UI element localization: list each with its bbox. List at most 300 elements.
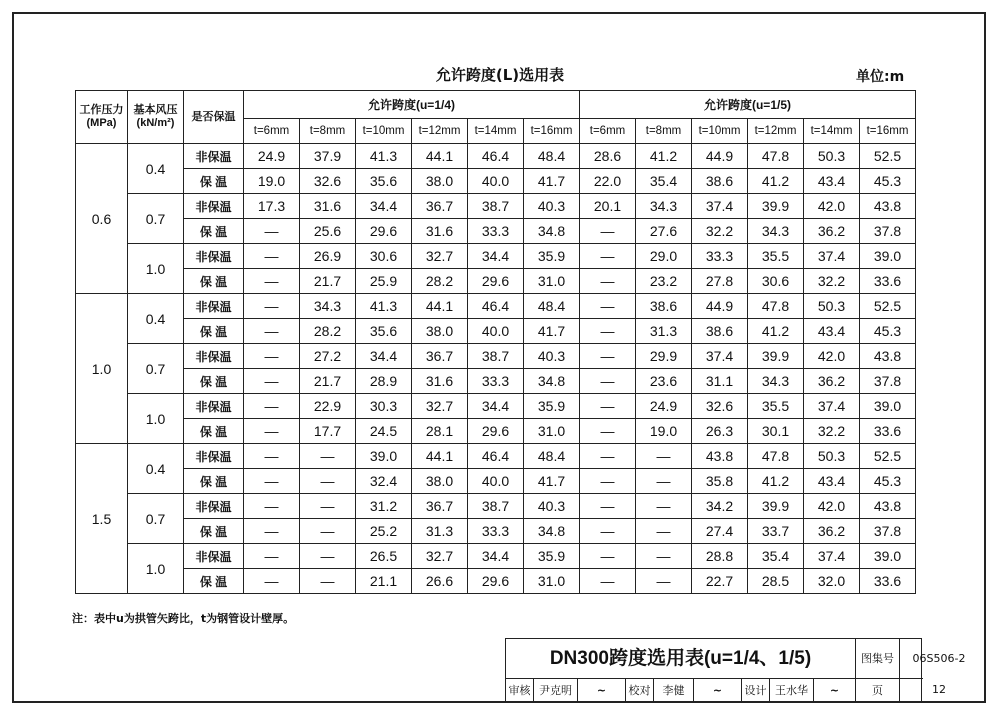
span-value-cell: 34.4 bbox=[356, 194, 412, 219]
page-number: 12 bbox=[932, 683, 946, 696]
span-value-cell: — bbox=[580, 244, 636, 269]
span-value-cell: 41.2 bbox=[748, 169, 804, 194]
span-value-cell: — bbox=[636, 494, 692, 519]
span-value-cell: 41.3 bbox=[356, 144, 412, 169]
insulation-cell: 保 温 bbox=[184, 369, 244, 394]
span-value-cell: 32.2 bbox=[804, 419, 860, 444]
header-thickness: t=10mm bbox=[356, 119, 412, 144]
span-value-cell: 50.3 bbox=[804, 144, 860, 169]
span-value-cell: 37.9 bbox=[300, 144, 356, 169]
span-value-cell: 37.4 bbox=[804, 394, 860, 419]
span-value-cell: 35.6 bbox=[356, 319, 412, 344]
span-value-cell: 28.5 bbox=[748, 569, 804, 594]
span-value-cell: 32.7 bbox=[412, 544, 468, 569]
span-value-cell: 36.2 bbox=[804, 369, 860, 394]
span-value-cell: 44.1 bbox=[412, 144, 468, 169]
span-value-cell: 27.2 bbox=[300, 344, 356, 369]
header-thickness: t=14mm bbox=[468, 119, 524, 144]
span-value-cell: 34.3 bbox=[748, 369, 804, 394]
unit-label: 单位:m bbox=[856, 69, 905, 85]
checker-signature: ~ bbox=[694, 679, 742, 703]
span-value-cell: 33.6 bbox=[860, 569, 916, 594]
span-value-cell: — bbox=[244, 569, 300, 594]
span-value-cell: 31.6 bbox=[412, 369, 468, 394]
table-row bbox=[76, 244, 916, 269]
span-value-cell: 44.9 bbox=[692, 144, 748, 169]
header-thickness: t=14mm bbox=[804, 119, 860, 144]
insulation-cell: 保 温 bbox=[184, 419, 244, 444]
span-value-cell: 39.0 bbox=[860, 394, 916, 419]
design-label: 设计 bbox=[742, 679, 770, 703]
span-value-cell: 32.4 bbox=[356, 469, 412, 494]
span-value-cell: 35.9 bbox=[524, 244, 580, 269]
span-value-cell: 35.4 bbox=[636, 169, 692, 194]
span-value-cell: — bbox=[580, 444, 636, 469]
table-row bbox=[76, 169, 916, 194]
span-value-cell: 48.4 bbox=[524, 444, 580, 469]
table-row bbox=[76, 544, 916, 569]
span-value-cell: 42.0 bbox=[804, 194, 860, 219]
span-value-cell: 34.3 bbox=[748, 219, 804, 244]
span-value-cell: 26.3 bbox=[692, 419, 748, 444]
span-value-cell: — bbox=[244, 544, 300, 569]
span-value-cell: 28.6 bbox=[580, 144, 636, 169]
insulation-cell: 非保温 bbox=[184, 444, 244, 469]
span-value-cell: 33.7 bbox=[748, 519, 804, 544]
span-value-cell: 31.0 bbox=[524, 419, 580, 444]
span-value-cell: — bbox=[580, 369, 636, 394]
span-value-cell: 31.0 bbox=[524, 569, 580, 594]
span-value-cell: 25.2 bbox=[356, 519, 412, 544]
span-value-cell: 50.3 bbox=[804, 444, 860, 469]
span-value-cell: 38.7 bbox=[468, 194, 524, 219]
span-value-cell: 34.8 bbox=[524, 369, 580, 394]
span-value-cell: 31.3 bbox=[636, 319, 692, 344]
span-value-cell: 43.8 bbox=[860, 194, 916, 219]
insulation-cell: 非保温 bbox=[184, 544, 244, 569]
wind-cell: 0.4 bbox=[128, 444, 184, 494]
span-value-cell: 24.5 bbox=[356, 419, 412, 444]
span-value-cell: 17.7 bbox=[300, 419, 356, 444]
atlas-number: 06S506-2 bbox=[912, 652, 966, 665]
wind-cell: 0.4 bbox=[128, 294, 184, 344]
span-value-cell: — bbox=[300, 469, 356, 494]
span-value-cell: 45.3 bbox=[860, 169, 916, 194]
span-value-cell: 41.3 bbox=[356, 294, 412, 319]
insulation-cell: 保 温 bbox=[184, 169, 244, 194]
span-value-cell: — bbox=[580, 519, 636, 544]
page-label: 页 bbox=[856, 679, 900, 703]
span-value-cell: 27.8 bbox=[692, 269, 748, 294]
review-label: 审核 bbox=[506, 679, 534, 703]
pressure-cell: 0.6 bbox=[76, 144, 128, 294]
span-value-cell: 32.6 bbox=[300, 169, 356, 194]
header-thickness: t=12mm bbox=[748, 119, 804, 144]
span-value-cell: 44.1 bbox=[412, 294, 468, 319]
span-value-cell: — bbox=[580, 569, 636, 594]
span-value-cell: 35.9 bbox=[524, 394, 580, 419]
reviewer-signature: ~ bbox=[578, 679, 626, 703]
span-value-cell: 37.4 bbox=[804, 244, 860, 269]
span-value-cell: 43.8 bbox=[860, 494, 916, 519]
pressure-cell: 1.5 bbox=[76, 444, 128, 594]
span-value-cell: 46.4 bbox=[468, 444, 524, 469]
span-value-cell: 44.9 bbox=[692, 294, 748, 319]
span-value-cell: 38.7 bbox=[468, 494, 524, 519]
table-row bbox=[76, 494, 916, 519]
span-value-cell: 34.8 bbox=[524, 219, 580, 244]
span-value-cell: 34.8 bbox=[524, 519, 580, 544]
span-value-cell: 45.3 bbox=[860, 319, 916, 344]
span-value-cell: 43.8 bbox=[860, 344, 916, 369]
span-value-cell: 24.9 bbox=[244, 144, 300, 169]
span-value-cell: 43.8 bbox=[692, 444, 748, 469]
header-thickness: t=10mm bbox=[692, 119, 748, 144]
span-value-cell: 35.5 bbox=[748, 244, 804, 269]
span-value-cell: 33.3 bbox=[692, 244, 748, 269]
span-value-cell: 38.6 bbox=[636, 294, 692, 319]
span-value-cell: 44.1 bbox=[412, 444, 468, 469]
span-value-cell: 36.7 bbox=[412, 344, 468, 369]
insulation-cell: 保 温 bbox=[184, 469, 244, 494]
table-row bbox=[76, 269, 916, 294]
span-value-cell: — bbox=[244, 294, 300, 319]
span-value-cell: — bbox=[580, 294, 636, 319]
span-value-cell: — bbox=[636, 544, 692, 569]
header-insulation: 是否保温 bbox=[184, 91, 244, 144]
span-value-cell: 41.7 bbox=[524, 469, 580, 494]
span-value-cell: 23.2 bbox=[636, 269, 692, 294]
span-value-cell: 52.5 bbox=[860, 144, 916, 169]
span-value-cell: — bbox=[300, 444, 356, 469]
span-value-cell: 32.7 bbox=[412, 244, 468, 269]
span-value-cell: 33.6 bbox=[860, 419, 916, 444]
span-value-cell: 22.9 bbox=[300, 394, 356, 419]
span-value-cell: 43.4 bbox=[804, 319, 860, 344]
span-value-cell: 37.4 bbox=[692, 194, 748, 219]
span-value-cell: — bbox=[636, 469, 692, 494]
span-value-cell: — bbox=[580, 319, 636, 344]
span-value-cell: 52.5 bbox=[860, 294, 916, 319]
span-value-cell: 40.0 bbox=[468, 319, 524, 344]
insulation-cell: 非保温 bbox=[184, 294, 244, 319]
span-value-cell: — bbox=[636, 519, 692, 544]
span-value-cell: 29.0 bbox=[636, 244, 692, 269]
span-value-cell: 21.7 bbox=[300, 269, 356, 294]
header-wind: 基本风压(kN/m²) bbox=[128, 91, 184, 144]
span-value-cell: — bbox=[580, 394, 636, 419]
insulation-cell: 保 温 bbox=[184, 269, 244, 294]
span-value-cell: 37.4 bbox=[692, 344, 748, 369]
span-value-cell: 38.0 bbox=[412, 469, 468, 494]
span-value-cell: 50.3 bbox=[804, 294, 860, 319]
span-value-cell: 28.2 bbox=[300, 319, 356, 344]
span-value-cell: 29.6 bbox=[356, 219, 412, 244]
span-value-cell: 45.3 bbox=[860, 469, 916, 494]
designer-name: 王水华 bbox=[770, 679, 814, 703]
designer-signature: ~ bbox=[814, 679, 856, 703]
title-block bbox=[505, 638, 922, 702]
drawing-title: DN300跨度选用表(u=1/4、1/5) bbox=[506, 639, 856, 679]
span-value-cell: 39.9 bbox=[748, 194, 804, 219]
span-value-cell: 36.7 bbox=[412, 494, 468, 519]
span-value-cell: 34.4 bbox=[468, 244, 524, 269]
table-note: 注：表中u为拱管矢跨比，t为钢管设计壁厚。 bbox=[72, 612, 295, 625]
span-value-cell: 46.4 bbox=[468, 144, 524, 169]
table-row bbox=[76, 394, 916, 419]
span-value-cell: 32.6 bbox=[692, 394, 748, 419]
span-value-cell: 37.8 bbox=[860, 519, 916, 544]
span-value-cell: 43.4 bbox=[804, 169, 860, 194]
span-value-cell: 39.9 bbox=[748, 344, 804, 369]
span-value-cell: 40.3 bbox=[524, 494, 580, 519]
span-value-cell: 38.7 bbox=[468, 344, 524, 369]
header-pressure: 工作压力(MPa) bbox=[76, 91, 128, 144]
span-value-cell: 38.0 bbox=[412, 319, 468, 344]
span-value-cell: — bbox=[636, 569, 692, 594]
table-row bbox=[76, 344, 916, 369]
span-value-cell: — bbox=[300, 519, 356, 544]
span-value-cell: 31.6 bbox=[300, 194, 356, 219]
span-value-cell: 40.3 bbox=[524, 344, 580, 369]
span-value-cell: — bbox=[244, 219, 300, 244]
span-value-cell: 31.3 bbox=[412, 519, 468, 544]
atlas-label: 图集号 bbox=[856, 639, 900, 679]
span-value-cell: 39.0 bbox=[356, 444, 412, 469]
span-value-cell: 26.6 bbox=[412, 569, 468, 594]
span-value-cell: 19.0 bbox=[636, 419, 692, 444]
insulation-cell: 非保温 bbox=[184, 244, 244, 269]
table-row bbox=[76, 469, 916, 494]
table-row bbox=[76, 369, 916, 394]
span-value-cell: 22.0 bbox=[580, 169, 636, 194]
table-row bbox=[76, 519, 916, 544]
checker-name: 李健 bbox=[654, 679, 694, 703]
span-value-cell: — bbox=[244, 269, 300, 294]
insulation-cell: 非保温 bbox=[184, 394, 244, 419]
span-value-cell: 28.8 bbox=[692, 544, 748, 569]
span-value-cell: — bbox=[580, 219, 636, 244]
span-value-cell: 37.4 bbox=[804, 544, 860, 569]
span-value-cell: 39.0 bbox=[860, 244, 916, 269]
table-row bbox=[76, 219, 916, 244]
wind-cell: 0.7 bbox=[128, 194, 184, 244]
span-value-cell: 48.4 bbox=[524, 144, 580, 169]
span-value-cell: 48.4 bbox=[524, 294, 580, 319]
span-value-cell: 31.1 bbox=[692, 369, 748, 394]
span-value-cell: 27.6 bbox=[636, 219, 692, 244]
span-value-cell: 35.8 bbox=[692, 469, 748, 494]
span-value-cell: 29.9 bbox=[636, 344, 692, 369]
span-value-cell: — bbox=[244, 519, 300, 544]
span-value-cell: 31.2 bbox=[356, 494, 412, 519]
span-value-cell: 29.6 bbox=[468, 269, 524, 294]
header-thickness: t=8mm bbox=[300, 119, 356, 144]
span-value-cell: 34.4 bbox=[356, 344, 412, 369]
span-value-cell: 47.8 bbox=[748, 444, 804, 469]
span-value-cell: 35.9 bbox=[524, 544, 580, 569]
span-value-cell: 25.9 bbox=[356, 269, 412, 294]
span-value-cell: — bbox=[580, 269, 636, 294]
span-value-cell: 41.2 bbox=[636, 144, 692, 169]
pressure-cell: 1.0 bbox=[76, 294, 128, 444]
span-value-cell: 19.0 bbox=[244, 169, 300, 194]
span-value-cell: 38.0 bbox=[412, 169, 468, 194]
span-value-cell: 28.9 bbox=[356, 369, 412, 394]
span-value-cell: 41.2 bbox=[748, 319, 804, 344]
span-value-cell: 21.1 bbox=[356, 569, 412, 594]
insulation-cell: 保 温 bbox=[184, 219, 244, 244]
span-value-cell: — bbox=[244, 319, 300, 344]
wind-cell: 0.4 bbox=[128, 144, 184, 194]
span-value-cell: 30.1 bbox=[748, 419, 804, 444]
header-thickness: t=6mm bbox=[580, 119, 636, 144]
span-value-cell: 34.3 bbox=[636, 194, 692, 219]
span-value-cell: 52.5 bbox=[860, 444, 916, 469]
span-value-cell: 32.7 bbox=[412, 394, 468, 419]
span-value-cell: — bbox=[580, 494, 636, 519]
table-row bbox=[76, 144, 916, 169]
span-value-cell: 34.4 bbox=[468, 394, 524, 419]
span-value-cell: 27.4 bbox=[692, 519, 748, 544]
span-value-cell: 39.9 bbox=[748, 494, 804, 519]
insulation-cell: 保 温 bbox=[184, 569, 244, 594]
span-value-cell: — bbox=[244, 394, 300, 419]
span-value-cell: 29.6 bbox=[468, 569, 524, 594]
span-value-cell: 37.8 bbox=[860, 219, 916, 244]
table-row bbox=[76, 294, 916, 319]
span-table bbox=[75, 90, 916, 594]
wind-cell: 1.0 bbox=[128, 544, 184, 594]
span-value-cell: 40.3 bbox=[524, 194, 580, 219]
header-thickness: t=6mm bbox=[244, 119, 300, 144]
insulation-cell: 保 温 bbox=[184, 319, 244, 344]
insulation-cell: 保 温 bbox=[184, 519, 244, 544]
span-value-cell: 31.0 bbox=[524, 269, 580, 294]
span-value-cell: 35.4 bbox=[748, 544, 804, 569]
span-value-cell: — bbox=[580, 419, 636, 444]
span-value-cell: 32.2 bbox=[804, 269, 860, 294]
wind-cell: 1.0 bbox=[128, 244, 184, 294]
insulation-cell: 非保温 bbox=[184, 494, 244, 519]
insulation-cell: 非保温 bbox=[184, 144, 244, 169]
span-value-cell: 47.8 bbox=[748, 294, 804, 319]
span-value-cell: 35.6 bbox=[356, 169, 412, 194]
span-value-cell: 30.6 bbox=[748, 269, 804, 294]
span-value-cell: 32.0 bbox=[804, 569, 860, 594]
span-value-cell: 25.6 bbox=[300, 219, 356, 244]
span-value-cell: 42.0 bbox=[804, 494, 860, 519]
span-value-cell: 33.6 bbox=[860, 269, 916, 294]
span-value-cell: 41.2 bbox=[748, 469, 804, 494]
header-thickness: t=16mm bbox=[860, 119, 916, 144]
span-value-cell: — bbox=[244, 369, 300, 394]
span-value-cell: 26.9 bbox=[300, 244, 356, 269]
span-value-cell: 37.8 bbox=[860, 369, 916, 394]
span-value-cell: 36.2 bbox=[804, 219, 860, 244]
header-span-u-1-5: 允许跨度(u=1/5) bbox=[580, 91, 916, 119]
table-row bbox=[76, 419, 916, 444]
span-value-cell: — bbox=[244, 469, 300, 494]
span-value-cell: 35.5 bbox=[748, 394, 804, 419]
header-thickness: t=12mm bbox=[412, 119, 468, 144]
table-row bbox=[76, 444, 916, 469]
span-value-cell: 36.7 bbox=[412, 194, 468, 219]
span-value-cell: 33.3 bbox=[468, 519, 524, 544]
check-label: 校对 bbox=[626, 679, 654, 703]
span-value-cell: — bbox=[244, 419, 300, 444]
span-value-cell: 46.4 bbox=[468, 294, 524, 319]
span-value-cell: 30.6 bbox=[356, 244, 412, 269]
span-value-cell: — bbox=[244, 244, 300, 269]
span-value-cell: 47.8 bbox=[748, 144, 804, 169]
span-value-cell: 17.3 bbox=[244, 194, 300, 219]
span-value-cell: — bbox=[300, 494, 356, 519]
span-value-cell: 31.6 bbox=[412, 219, 468, 244]
span-value-cell: 38.6 bbox=[692, 169, 748, 194]
reviewer-name: 尹克明 bbox=[534, 679, 578, 703]
span-value-cell: 30.3 bbox=[356, 394, 412, 419]
span-value-cell: — bbox=[580, 469, 636, 494]
span-value-cell: 41.7 bbox=[524, 169, 580, 194]
span-value-cell: 34.3 bbox=[300, 294, 356, 319]
insulation-cell: 非保温 bbox=[184, 344, 244, 369]
span-value-cell: — bbox=[636, 444, 692, 469]
span-value-cell: 39.0 bbox=[860, 544, 916, 569]
span-value-cell: 36.2 bbox=[804, 519, 860, 544]
span-value-cell: 40.0 bbox=[468, 469, 524, 494]
span-value-cell: 33.3 bbox=[468, 219, 524, 244]
span-value-cell: 40.0 bbox=[468, 169, 524, 194]
insulation-cell: 非保温 bbox=[184, 194, 244, 219]
span-value-cell: 42.0 bbox=[804, 344, 860, 369]
span-value-cell: — bbox=[300, 544, 356, 569]
span-value-cell: 23.6 bbox=[636, 369, 692, 394]
wind-cell: 0.7 bbox=[128, 494, 184, 544]
span-value-cell: — bbox=[244, 494, 300, 519]
header-thickness: t=16mm bbox=[524, 119, 580, 144]
header-span-u-1-4: 允许跨度(u=1/4) bbox=[244, 91, 580, 119]
span-value-cell: 34.4 bbox=[468, 544, 524, 569]
header-thickness: t=8mm bbox=[636, 119, 692, 144]
span-value-cell: — bbox=[580, 344, 636, 369]
table-row bbox=[76, 319, 916, 344]
table-row bbox=[76, 569, 916, 594]
span-value-cell: 28.1 bbox=[412, 419, 468, 444]
span-value-cell: 28.2 bbox=[412, 269, 468, 294]
table-row bbox=[76, 194, 916, 219]
span-value-cell: 33.3 bbox=[468, 369, 524, 394]
span-value-cell: — bbox=[580, 544, 636, 569]
span-value-cell: 21.7 bbox=[300, 369, 356, 394]
wind-cell: 1.0 bbox=[128, 394, 184, 444]
span-value-cell: 26.5 bbox=[356, 544, 412, 569]
span-value-cell: 38.6 bbox=[692, 319, 748, 344]
span-value-cell: 43.4 bbox=[804, 469, 860, 494]
span-value-cell: 34.2 bbox=[692, 494, 748, 519]
span-value-cell: — bbox=[244, 344, 300, 369]
span-value-cell: 29.6 bbox=[468, 419, 524, 444]
span-value-cell: 41.7 bbox=[524, 319, 580, 344]
span-value-cell: 22.7 bbox=[692, 569, 748, 594]
span-value-cell: 32.2 bbox=[692, 219, 748, 244]
span-value-cell: — bbox=[300, 569, 356, 594]
span-value-cell: — bbox=[244, 444, 300, 469]
table-title: 允许跨度(L)选用表 bbox=[435, 66, 565, 84]
span-value-cell: 24.9 bbox=[636, 394, 692, 419]
wind-cell: 0.7 bbox=[128, 344, 184, 394]
span-value-cell: 20.1 bbox=[580, 194, 636, 219]
